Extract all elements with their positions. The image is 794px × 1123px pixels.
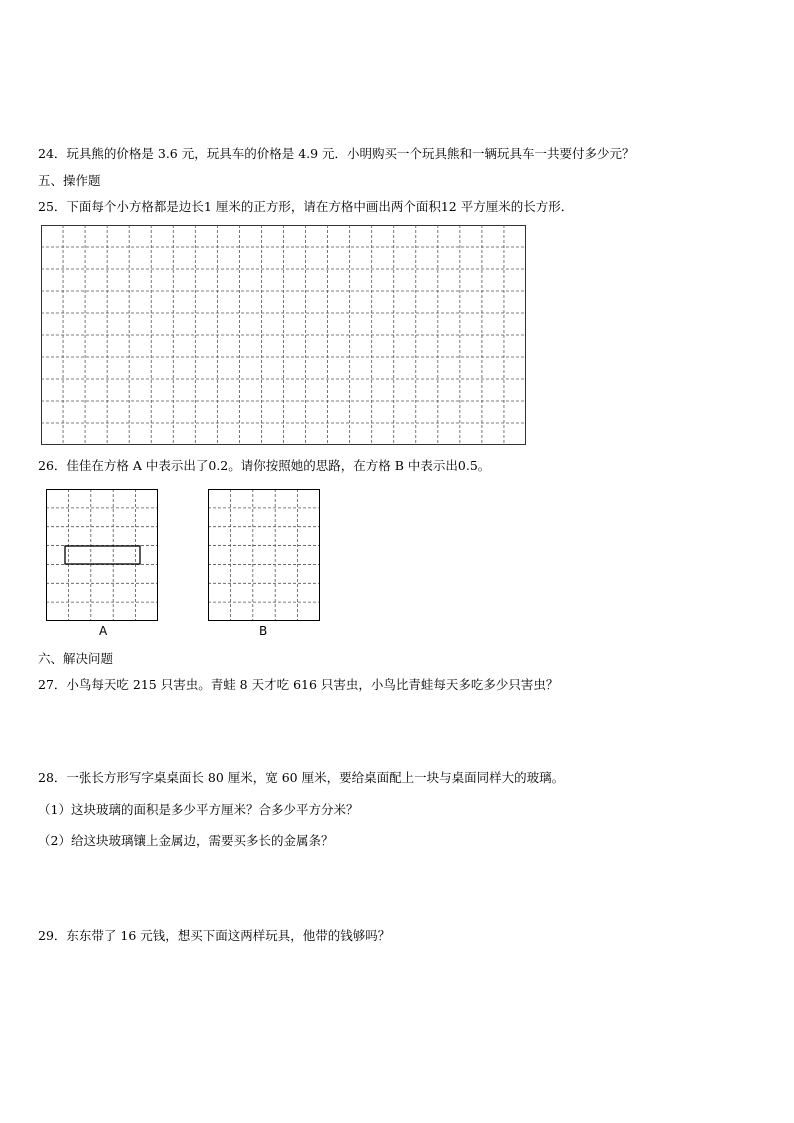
question-28: 28．一张长方形写字桌桌面长 80 厘米，宽 60 厘米，要给桌面配上一块与桌面同样大的玻璃。 <box>38 770 565 785</box>
grid-b-label: B <box>259 624 268 638</box>
question-27: 27．小鸟每天吃 215 只害虫。青蛙 8 天才吃 616 只害虫，小鸟比青蛙每天多吃多少只害虫？ <box>38 677 559 692</box>
question-28-part-2: （2）给这块玻璃镶上金属边，需要买多长的金属条？ <box>38 833 334 848</box>
square-grid-q25 <box>41 225 526 445</box>
grid-b <box>208 489 320 621</box>
grid-a <box>46 489 158 621</box>
grid-a-label: A <box>99 624 108 638</box>
question-25: 25．下面每个小方格都是边长1 厘米的正方形，请在方格中画出两个面积12 平方厘米的长方形． <box>38 199 574 214</box>
question-24: 24．玩具熊的价格是 3.6 元，玩具车的价格是 4.9 元．小明购买一个玩具熊和一辆玩具车一共要付多少元？ <box>38 146 635 161</box>
question-29: 29．东东带了 16 元钱，想买下面这两样玩具，他带的钱够吗？ <box>38 928 391 943</box>
question-28-part-1: （1）这块玻璃的面积是多少平方厘米？合多少平方分米？ <box>38 802 359 817</box>
shaded-rectangle-0-2 <box>65 546 140 564</box>
section-6-title: 六、解决问题 <box>38 651 114 666</box>
section-5-title: 五、操作题 <box>38 173 101 188</box>
question-26: 26．佳佳在方格 A 中表示出了0.2。请你按照她的思路，在方格 B 中表示出0.5。 <box>38 458 491 473</box>
